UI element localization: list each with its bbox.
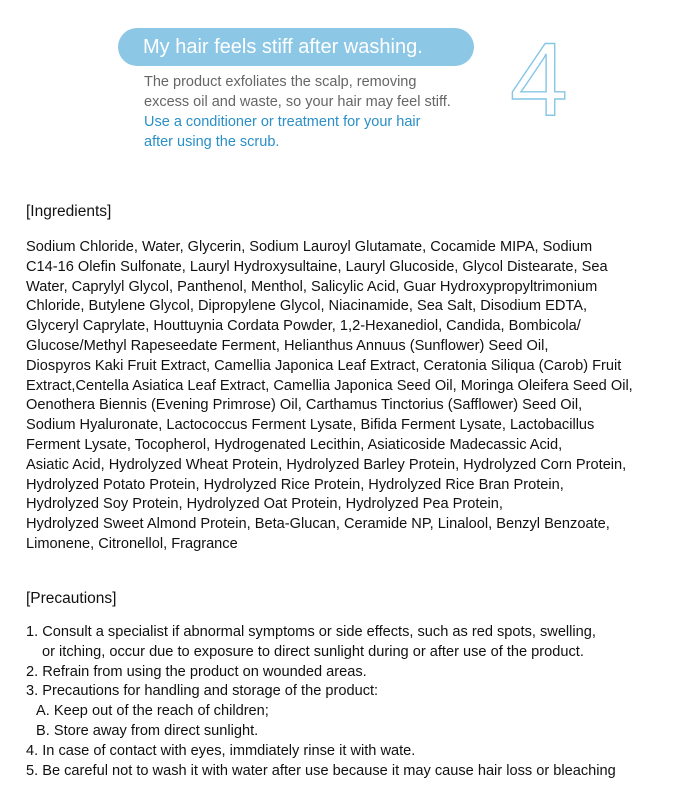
faq-tip-line: after using the scrub. bbox=[144, 134, 280, 150]
faq-answer-line: The product exfoliates the scalp, removing bbox=[144, 74, 417, 90]
faq-number: 4 bbox=[510, 22, 568, 138]
ingredients-list: Sodium Chloride, Water, Glycerin, Sodium Lauroyl Glutamate, Cocamide MIPA, Sodium C14-16 Olefin Sulfonate, Lauryl Hydroxysultaine, Lauryl Glucoside, Glycol Distearate, Sea Water, Caprylyl Glycol, Panthenol, Menthol, Salicylic Acid, Guar Hydroxypropyltrimonium Chloride, Butylene Glycol, Dipropylene Glycol, Niacinamide, Sea Salt, Disodium EDTA, Glyceryl Caprylate, Houttuynia Cordata Powder, 1,2-Hexanediol, Candida, Bombicola/ Glucose/Methyl Rapeseedate Ferment, Helianthus Annuus (Sunflower) Seed Oil, Diospyros Kaki Fruit Extract, Camellia Japonica Leaf Extract, Ceratonia Siliqua (Carob) Fruit Extract,Centella Asiatica Leaf Extract, Camellia Japonica Seed Oil, Moringa Oleifera Seed Oil, Oenothera Biennis (Evening Primrose) Oil, Carthamus Tinctorius (Safflower) Seed Oil, Sodium Hyaluronate, Lactococcus Ferment Lysate, Bifida Ferment Lysate, Lactobacillus Ferment Lysate, Tocopherol, Hydrogenated Lecithin, Asiaticoside Madecassic Acid, Asiatic Acid, Hydrolyzed Wheat Protein, Hydrolyzed Barley Protein, Hydrolyzed Corn Protein, Hydrolyzed Potato Protein, Hydrolyzed Rice Protein, Hydrolyzed Rice Bran Protein, Hydrolyzed Soy Protein, Hydrolyzed Oat Protein, Hydrolyzed Pea Protein, Hydrolyzed Sweet Almond Protein, Beta-Glucan, Ceramide NP, Linalool, Benzyl Benzoate, Limonene, Citronellol, Fragrance bbox=[26, 239, 633, 552]
precaution-item: 5. Be careful not to wash it with water after use because it may cause hair loss or bleaching bbox=[26, 762, 616, 779]
faq-answer bbox=[144, 72, 484, 152]
faq-card bbox=[118, 22, 588, 161]
ingredients-section bbox=[26, 202, 676, 555]
precaution-item: 1. Consult a specialist if abnormal symptoms or side effects, such as red spots, swelling, bbox=[26, 624, 596, 640]
precaution-item: B. Store away from direct sunlight. bbox=[36, 722, 259, 739]
faq-title: My hair feels stiff after washing. bbox=[118, 28, 474, 66]
faq-tip-line: Use a conditioner or treatment for your hair bbox=[144, 114, 421, 130]
precautions-section bbox=[26, 589, 676, 781]
precaution-item: 4. In case of contact with eyes, immdiately rinse it with wate. bbox=[26, 742, 416, 759]
ingredients-heading: [Ingredients] bbox=[26, 203, 112, 220]
faq-answer-line: excess oil and waste, so your hair may feel stiff. bbox=[144, 94, 451, 110]
precaution-item: or itching, occur due to exposure to direct sunlight during or after use of the product. bbox=[42, 643, 584, 660]
precaution-item: 3. Precautions for handling and storage of the product: bbox=[26, 683, 379, 700]
precautions-list bbox=[26, 623, 676, 781]
precautions-heading: [Precautions] bbox=[26, 590, 117, 607]
precaution-item: A. Keep out of the reach of children; bbox=[36, 703, 269, 720]
precaution-item: 2. Refrain from using the product on wounded areas. bbox=[26, 663, 367, 680]
